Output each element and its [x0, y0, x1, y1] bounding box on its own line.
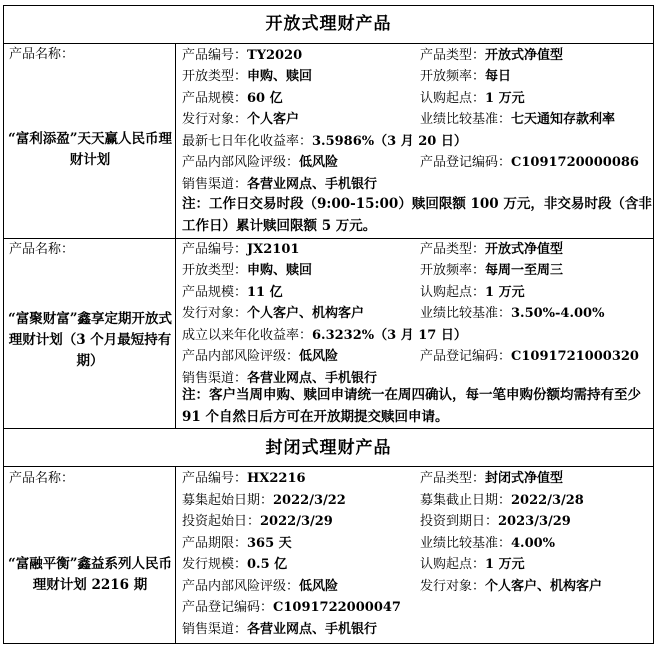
product-code: 产品编号：HX2216	[182, 471, 306, 486]
invest-end-date: 投资到期日：2023/3/29	[420, 514, 571, 529]
registration-code: 产品登记编码：C1091720000086	[420, 155, 639, 170]
divider	[3, 466, 654, 467]
product-name-label: 产品名称：	[9, 47, 75, 62]
table-border-right	[653, 5, 654, 644]
product-scale: 产品规模：11 亿	[182, 285, 283, 300]
benchmark: 业绩比较基准：3.50%-4.00%	[420, 306, 605, 321]
registration-code: 产品登记编码：C1091721000320	[420, 349, 639, 364]
product-code: 产品编号：TY2020	[182, 48, 303, 63]
product-type: 产品类型：开放式净值型	[420, 48, 564, 63]
benchmark: 业绩比较基准：4.00%	[420, 536, 556, 551]
table-border-bottom	[3, 643, 654, 644]
issue-target: 发行对象：个人客户、机构客户	[182, 306, 365, 321]
product-note: 注：工作日交易时段（9:00-15:00）赎回限额 100 万元，非交易时段（含非工作日）累计赎回限额 5 万元。	[182, 196, 652, 234]
table-border-top	[3, 5, 654, 6]
raise-end-date: 募集截止日期：2022/3/28	[420, 493, 584, 508]
product-name: “富聚财富”鑫享定期开放式理财计划（3 个月最短持有期）	[7, 311, 173, 369]
product-name: “富融平衡”鑫益系列人民币理财计划 2216 期	[7, 556, 173, 593]
product-name-label: 产品名称：	[9, 242, 75, 257]
section-title-open: 开放式理财产品	[265, 14, 392, 34]
product-scale: 产品规模：60 亿	[182, 91, 283, 106]
sales-channel: 销售渠道：各营业网点、手机银行	[182, 371, 378, 386]
product-type: 产品类型：开放式净值型	[420, 242, 564, 257]
product-code: 产品编号：JX2101	[182, 242, 300, 257]
invest-start-date: 投资起始日：2022/3/29	[182, 514, 333, 529]
sales-channel: 销售渠道：各营业网点、手机银行	[182, 622, 378, 637]
sales-channel: 销售渠道：各营业网点、手机银行	[182, 177, 378, 192]
registration-code: 产品登记编码：C1091722000047	[182, 600, 401, 615]
product-type: 产品类型：封闭式净值型	[420, 471, 564, 486]
divider	[3, 428, 654, 429]
table-border-left	[3, 5, 4, 644]
product-name: “富利添盈”天天赢人民币理财计划	[7, 131, 173, 168]
risk-rating: 产品内部风险评级：低风险	[182, 155, 339, 170]
min-subscription: 认购起点：1 万元	[420, 557, 525, 572]
annualized-yield: 最新七日年化收益率：3.5986%（3 月 20 日）	[182, 134, 467, 149]
issue-target: 发行对象：个人客户	[182, 112, 300, 127]
column-divider	[175, 43, 176, 429]
section-title-closed: 封闭式理财产品	[265, 438, 392, 458]
risk-rating: 产品内部风险评级：低风险	[182, 579, 339, 594]
product-note: 注：客户当周申购、赎回申请统一在周四确认，每一笔申购份额均需持有至少 91 个自然日后方可在开放期提交赎回申请。	[182, 387, 641, 425]
issue-target: 发行对象：个人客户、机构客户	[420, 579, 603, 594]
divider	[3, 238, 654, 239]
product-name-label: 产品名称：	[9, 471, 75, 486]
open-frequency: 开放频率：每周一至周三	[420, 263, 564, 278]
divider	[3, 43, 654, 44]
min-subscription: 认购起点：1 万元	[420, 91, 525, 106]
product-term: 产品期限：365 天	[182, 536, 292, 551]
issue-scale: 发行规模：0.5 亿	[182, 557, 288, 572]
open-type: 开放类型：申购、赎回	[182, 263, 313, 278]
open-frequency: 开放频率：每日	[420, 69, 512, 84]
benchmark: 业绩比较基准：七天通知存款利率	[420, 112, 616, 127]
risk-rating: 产品内部风险评级：低风险	[182, 349, 339, 364]
open-type: 开放类型：申购、赎回	[182, 69, 313, 84]
annualized-yield: 成立以来年化收益率：6.3232%（3 月 17 日）	[182, 328, 467, 343]
min-subscription: 认购起点：1 万元	[420, 285, 525, 300]
column-divider	[175, 466, 176, 644]
raise-start-date: 募集起始日期：2022/3/22	[182, 493, 346, 508]
